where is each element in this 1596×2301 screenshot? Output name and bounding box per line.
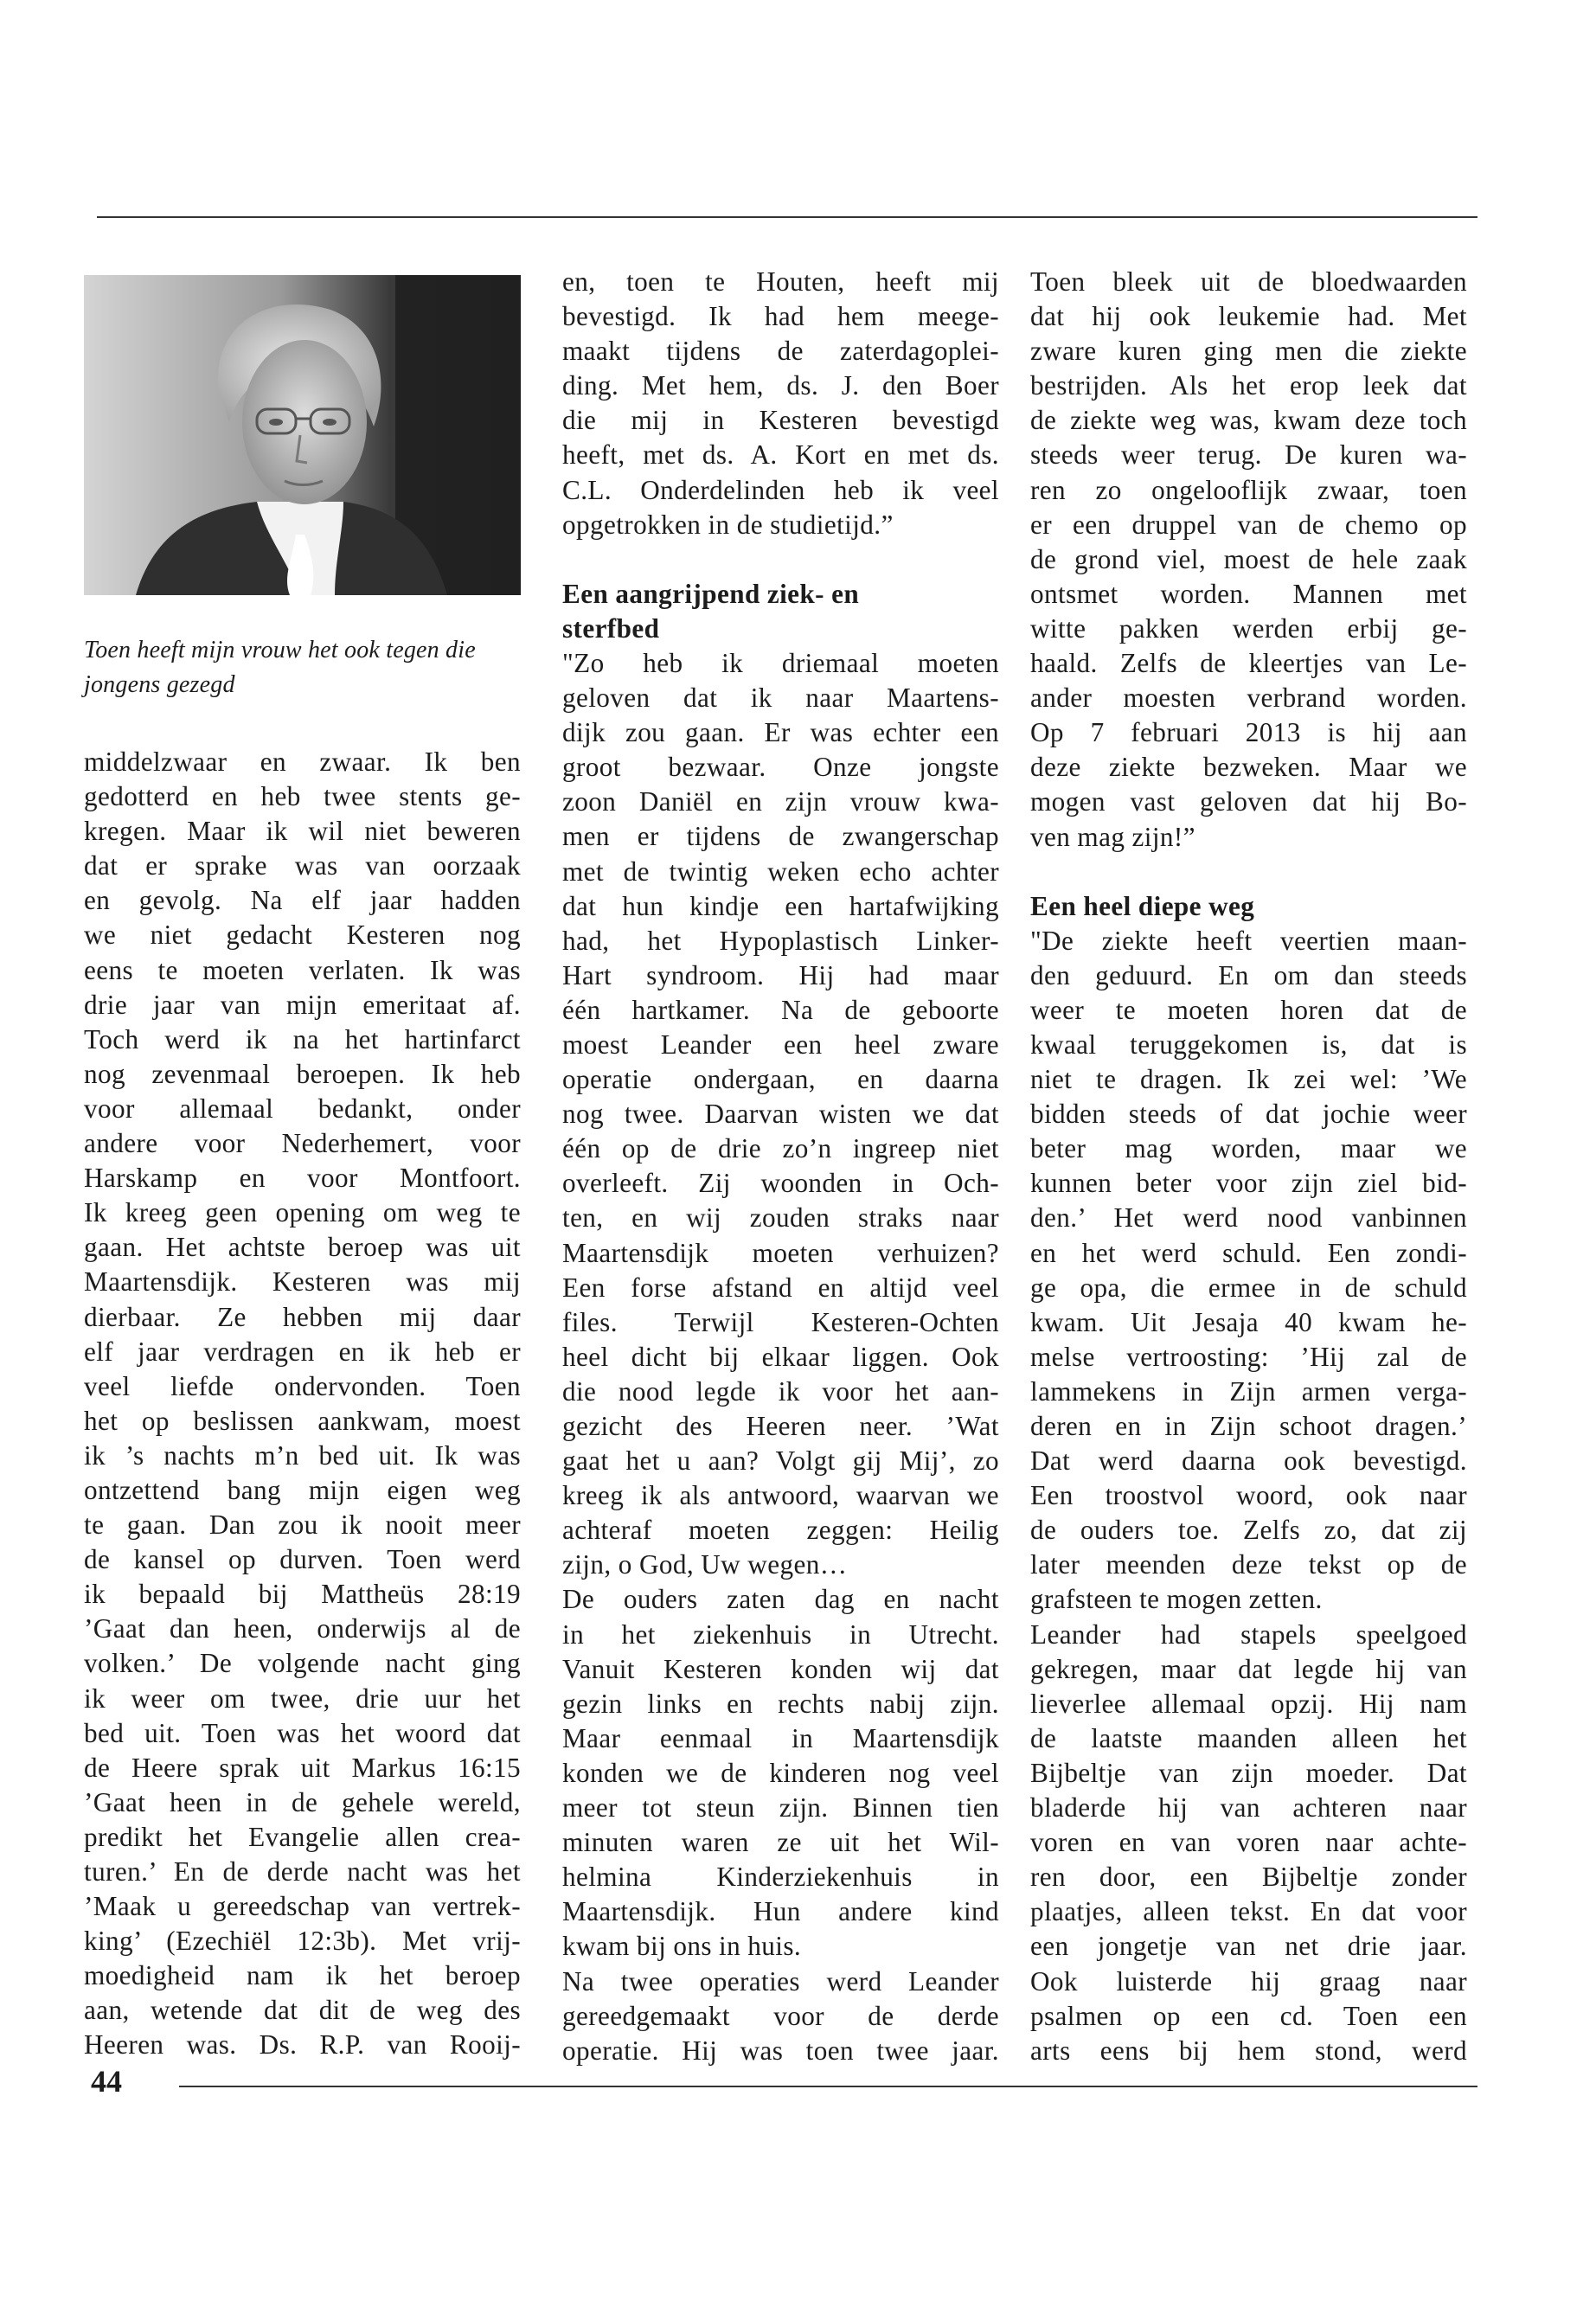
text-line: dijk zou gaan. Er was echter een: [562, 717, 999, 748]
text-line: arts eens bij hem stond, werd: [1030, 2035, 1467, 2066]
text-line: ren door, een Bijbeltje zonder: [1030, 1862, 1467, 1893]
text-line: die mij in Kesteren bevestigd: [562, 405, 999, 436]
text-line: den.’ Het werd nood vanbinnen: [1030, 1202, 1467, 1234]
text-line: lieverlee allemaal opzij. Hij nam: [1030, 1688, 1467, 1719]
text-line: moest Leander een heel zware: [562, 1029, 999, 1060]
text-line: voor allemaal bedankt, onder: [84, 1093, 521, 1124]
text-line: de ziekte weg was, kwam deze toch: [1030, 405, 1467, 436]
text-line: ’Maak u gereedschap van vertrek-: [84, 1891, 521, 1922]
text-line: drie jaar van mijn emeritaat af.: [84, 989, 521, 1020]
text-line: Na twee operaties werd Leander: [562, 1965, 999, 1997]
text-line: en het werd schuld. Een zondi-: [1030, 1237, 1467, 1268]
text-line: bidden steeds of dat jochie weer: [1030, 1099, 1467, 1130]
text-line: den geduurd. En om dan steeds: [1030, 959, 1467, 990]
text-line: veel liefde ondervonden. Toen: [84, 1370, 521, 1401]
text-line: Heeren was. Ds. R.P. van Rooij-: [84, 2029, 521, 2061]
text-line: ’Gaat dan heen, onderwijs al de: [84, 1613, 521, 1644]
text-line: Op 7 februari 2013 is hij aan: [1030, 717, 1467, 748]
text-line: opgetrokken in de studietijd.”: [562, 509, 894, 540]
text-line: operatie ondergaan, en daarna: [562, 1064, 999, 1095]
text-line: ge opa, die ermee in de schuld: [1030, 1272, 1467, 1303]
text-line: Leander had stapels speelgoed: [1030, 1618, 1467, 1650]
text-line: "De ziekte heeft veertien maan-: [1030, 925, 1467, 956]
text-line: maakt tijdens de zaterdagoplei-: [562, 336, 999, 367]
text-line: Ik kreeg geen opening om weg te: [84, 1197, 521, 1228]
text-line: beter mag worden, maar we: [1030, 1133, 1467, 1164]
text-line: had, het Hypoplastisch Linker-: [562, 925, 999, 956]
text-line: weer te moeten horen dat de: [1030, 994, 1467, 1025]
photo-caption: [84, 633, 534, 702]
text-line: grafsteen te mogen zetten.: [1030, 1584, 1323, 1615]
text-line: eens te moeten verlaten. Ik was: [84, 954, 521, 985]
text-line: zware kuren ging men die ziekte: [1030, 336, 1467, 367]
text-line: aan, wetende dat dit de weg des: [84, 1995, 521, 2026]
text-line: predikt het Evangelie allen crea-: [84, 1821, 521, 1852]
text-line: volken.’ De volgende nacht ging: [84, 1648, 521, 1679]
text-line: een jongetje van net drie jaar.: [1030, 1931, 1467, 1962]
text-line: heeft, met ds. A. Kort en met ds.: [562, 439, 999, 471]
text-line: in het ziekenhuis in Utrecht.: [562, 1618, 999, 1650]
text-line: deze ziekte bezweken. Maar we: [1030, 752, 1467, 783]
text-line: te gaan. Dan zou ik nooit meer: [84, 1509, 521, 1541]
text-line: ik bepaald bij Mattheüs 28:19: [84, 1579, 521, 1610]
text-line: kwam bij ons in huis.: [562, 1931, 802, 1962]
text-line: ontzettend bang mijn eigen weg: [84, 1474, 521, 1505]
text-line: psalmen op een cd. Toen een: [1030, 2000, 1467, 2031]
text-line: kreeg ik als antwoord, waarvan we: [562, 1480, 999, 1511]
text-line: nog twee. Daarvan wisten we dat: [562, 1099, 999, 1130]
text-line: gezicht des Heeren neer. ’Wat: [562, 1411, 999, 1441]
text-line: melse vertroosting: ’Hij zal de: [1030, 1341, 1467, 1372]
column-1: [84, 745, 521, 2063]
text-line: overleeft. Zij woonden in Och-: [562, 1168, 999, 1199]
text-line: Dat werd daarna ook bevestigd.: [1030, 1445, 1467, 1477]
text-line: Hart syndroom. Hij had maar: [562, 959, 999, 990]
text-line: Bijbeltje van zijn moeder. Dat: [1030, 1757, 1467, 1788]
section-heading: Een heel diepe weg: [1030, 890, 1255, 921]
text-line: niet te dragen. Ik zei wel: ’We: [1030, 1064, 1467, 1095]
text-line: de laatste maanden alleen het: [1030, 1722, 1467, 1753]
text-line: kregen. Maar ik wil niet beweren: [84, 816, 521, 847]
text-line: konden we de kinderen nog veel: [562, 1757, 999, 1788]
text-line: deren en in Zijn schoot dragen.’: [1030, 1411, 1467, 1441]
text-line: De ouders zaten dag en nacht: [562, 1584, 999, 1615]
text-line: steeds weer terug. De kuren wa-: [1030, 439, 1467, 471]
text-line: helmina Kinderziekenhuis in: [562, 1862, 999, 1893]
text-line: meer tot steun zijn. Binnen tien: [562, 1792, 999, 1823]
text-line: één op de drie zo’n ingreep niet: [562, 1133, 999, 1164]
text-line: middelzwaar en zwaar. Ik ben: [84, 747, 521, 777]
text-line: ding. Met hem, ds. J. den Boer: [562, 370, 999, 401]
text-line: dat er sprake was van oorzaak: [84, 850, 521, 881]
text-line: de Heere sprak uit Markus 16:15: [84, 1752, 521, 1783]
text-line: andere voor Nederhemert, voor: [84, 1128, 521, 1159]
text-line: gaat het u aan? Volgt gij Mij’, zo: [562, 1445, 999, 1477]
text-line: groot bezwaar. Onze jongste: [562, 752, 999, 783]
text-line: bevestigd. Ik had hem meege-: [562, 301, 999, 332]
text-line: "Zo heb ik driemaal moeten: [562, 647, 999, 678]
text-line: kwam. Uit Jesaja 40 kwam he-: [1030, 1306, 1467, 1337]
text-line: gekregen, maar dat legde hij van: [1030, 1653, 1467, 1684]
text-line: turen.’ En de derde nacht was het: [84, 1856, 521, 1887]
text-line: ’Gaat heen in de gehele wereld,: [84, 1786, 521, 1817]
text-line: files. Terwijl Kesteren-Ochten: [562, 1306, 999, 1337]
column-2: [562, 265, 999, 2068]
column-3: [1030, 265, 1467, 2068]
text-line: ten, en wij zouden straks naar: [562, 1202, 999, 1234]
text-line: Maar eenmaal in Maartensdijk: [562, 1722, 999, 1753]
top-rule: [97, 216, 1477, 218]
text-line: dat hij ook leukemie had. Met: [1030, 301, 1467, 332]
text-line: ren zo ongelooflijk zwaar, toen: [1030, 474, 1467, 505]
text-line: nog zevenmaal beroepen. Ik heb: [84, 1058, 521, 1089]
text-line: Harskamp en voor Montfoort.: [84, 1163, 521, 1194]
text-line: haald. Zelfs de kleertjes van Le-: [1030, 648, 1467, 679]
text-line: later meenden deze tekst op de: [1030, 1549, 1467, 1580]
text-line: zijn, o God, Uw wegen…: [562, 1549, 848, 1580]
text-line: gedotterd en heb twee stents ge-: [84, 781, 521, 812]
text-line: bladerde hij van achteren naar: [1030, 1792, 1467, 1823]
text-line: achteraf moeten zeggen: Heilig: [562, 1515, 999, 1546]
section-heading: Een aangrijpend ziek- en: [562, 578, 860, 609]
text-line: en gevolg. Na elf jaar hadden: [84, 885, 521, 916]
portrait-photo: [84, 275, 521, 595]
text-line: die nood legde ik voor het aan-: [562, 1375, 999, 1407]
text-line: het op beslissen aankwam, moest: [84, 1405, 521, 1436]
text-line: elf jaar verdragen en ik heb er: [84, 1336, 521, 1367]
text-line: lammekens in Zijn armen verga-: [1030, 1375, 1467, 1407]
text-line: heel dicht bij elkaar liggen. Ook: [562, 1341, 999, 1372]
text-line: dierbaar. Ze hebben mij daar: [84, 1301, 521, 1332]
text-line: de ouders toe. Zelfs zo, dat zij: [1030, 1515, 1467, 1546]
text-line: gaan. Het achtste beroep was uit: [84, 1232, 521, 1263]
text-line: en, toen te Houten, heeft mij: [562, 266, 999, 297]
text-line: men er tijdens de zwangerschap: [562, 821, 999, 852]
text-line: Maartensdijk. Kesteren was mij: [84, 1266, 521, 1298]
text-line: Maartensdijk moeten verhuizen?: [562, 1237, 999, 1268]
caption-line: jongens gezegd: [84, 671, 235, 698]
text-line: Ook luisterde hij graag naar: [1030, 1965, 1467, 1997]
text-line: witte pakken werden erbij ge-: [1030, 612, 1467, 644]
bottom-rule: [179, 2086, 1477, 2087]
text-line: de grond viel, moest de hele zaak: [1030, 543, 1467, 574]
text-line: minuten waren ze uit het Wil-: [562, 1827, 999, 1858]
text-line: ik ’s nachts m’n bed uit. Ik was: [84, 1439, 521, 1471]
text-line: met de twintig weken echo achter: [562, 856, 999, 887]
text-line: voren en van voren naar achte-: [1030, 1827, 1467, 1858]
text-line: moedigheid nam ik het beroep: [84, 1960, 521, 1991]
text-line: dat hun kindje een hartafwijking: [562, 890, 999, 921]
section-heading: sterfbed: [562, 612, 660, 644]
text-line: geloven dat ik naar Maartens-: [562, 683, 999, 714]
text-line: Toen bleek uit de bloedwaarden: [1030, 266, 1467, 297]
text-line: bed uit. Toen was het woord dat: [84, 1717, 521, 1748]
text-line: gezin links en rechts nabij zijn.: [562, 1688, 999, 1719]
text-line: Een forse afstand en altijd veel: [562, 1272, 999, 1303]
text-line: we niet gedacht Kesteren nog: [84, 920, 521, 951]
text-line: operatie. Hij was toen twee jaar.: [562, 2035, 999, 2066]
text-line: bestrijden. Als het erop leek dat: [1030, 370, 1467, 401]
text-line: ontsmet worden. Mannen met: [1030, 578, 1467, 609]
text-line: Een troostvol woord, ook naar: [1030, 1480, 1467, 1511]
text-line: C.L. Onderdelinden heb ik veel: [562, 474, 999, 505]
text-line: plaatjes, alleen tekst. En dat voor: [1030, 1896, 1467, 1927]
text-line: gereedgemaakt voor de derde: [562, 2000, 999, 2031]
text-line: er een druppel van de chemo op: [1030, 509, 1467, 540]
text-line: ander moesten verbrand worden.: [1030, 683, 1467, 714]
text-line: Vanuit Kesteren konden wij dat: [562, 1653, 999, 1684]
text-line: zoon Daniël en zijn vrouw kwa-: [562, 786, 999, 817]
text-line: één hartkamer. Na de geboorte: [562, 994, 999, 1025]
text-line: de kansel op durven. Toen werd: [84, 1544, 521, 1575]
text-line: Toch werd ik na het hartinfarct: [84, 1023, 521, 1054]
text-line: ik weer om twee, drie uur het: [84, 1682, 521, 1714]
text-line: mogen vast geloven dat hij Bo-: [1030, 786, 1467, 817]
text-line: Maartensdijk. Hun andere kind: [562, 1896, 999, 1927]
text-line: king’ (Ezechiël 12:3b). Met vrij-: [84, 1926, 521, 1957]
text-line: ven mag zijn!”: [1030, 821, 1195, 852]
caption-line: Toen heeft mijn vrouw het ook tegen die: [84, 637, 476, 663]
text-line: kunnen beter voor zijn ziel bid-: [1030, 1168, 1467, 1199]
page-number: 44: [91, 2064, 122, 2099]
text-line: kwaal teruggekomen is, dat is: [1030, 1029, 1467, 1060]
